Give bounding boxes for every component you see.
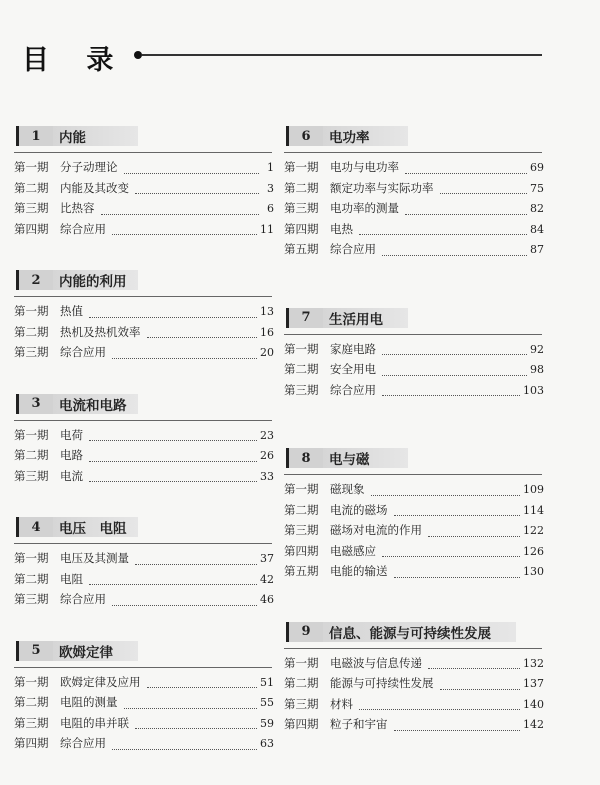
entry-term: 第一期	[284, 482, 319, 496]
chapter-number: 2	[16, 270, 53, 290]
entry-page-number: 23	[260, 428, 274, 442]
chapter-title: 生活用电	[323, 308, 408, 328]
chapter-title: 信息、能源与可持续性发展	[323, 622, 516, 642]
entry-term: 第一期	[284, 160, 319, 174]
dot-leader	[371, 494, 521, 496]
toc-entry[interactable]	[14, 200, 284, 221]
entry-term: 第三期	[284, 382, 319, 397]
entry-page-number: 140	[523, 697, 544, 711]
chapter-section	[284, 622, 554, 737]
dot-leader	[135, 563, 257, 565]
chapter-title: 电流和电路	[53, 394, 138, 414]
entry-name: 电压及其测量	[60, 551, 129, 565]
toc-entry[interactable]	[14, 715, 284, 736]
entry-page-number: 6	[267, 202, 274, 215]
chapter-rule	[14, 543, 272, 544]
dot-leader	[440, 688, 521, 690]
chapter-heading[interactable]	[286, 622, 516, 642]
dot-leader	[89, 316, 257, 318]
entry-term: 第五期	[284, 564, 319, 578]
entry-term: 第二期	[14, 180, 49, 195]
entry-list	[14, 674, 284, 756]
toc-entry[interactable]	[284, 180, 554, 201]
entry-page-number: 55	[260, 696, 274, 709]
entry-name: 电阻的串并联	[60, 715, 129, 730]
page-title: 目 录	[22, 45, 128, 76]
entry-term: 第二期	[14, 695, 49, 709]
chapter-section	[14, 641, 284, 756]
entry-name: 综合应用	[60, 221, 106, 236]
entry-term: 第四期	[14, 736, 49, 750]
entry-name: 额定功率与实际功率	[330, 180, 434, 195]
chapter-rule	[284, 648, 542, 649]
entry-list	[14, 550, 284, 612]
chapter-rule	[14, 296, 272, 297]
dot-leader	[112, 748, 257, 750]
chapter-title: 电功率	[323, 126, 408, 146]
entry-page-number: 130	[523, 565, 544, 578]
entry-page-number: 46	[260, 593, 274, 606]
entry-name: 综合应用	[60, 345, 106, 359]
toc-entry[interactable]	[14, 427, 284, 448]
entry-name: 热机及热机效率	[60, 324, 141, 339]
chapter-heading[interactable]	[16, 126, 138, 146]
chapter-heading[interactable]	[16, 394, 138, 414]
toc-entry[interactable]	[14, 550, 284, 571]
dot-leader	[147, 686, 258, 688]
entry-term: 第四期	[284, 221, 319, 236]
chapter-rule	[14, 152, 272, 153]
entry-term: 第三期	[284, 696, 319, 711]
entry-name: 电荷	[60, 427, 83, 442]
entry-name: 能源与可持续性发展	[330, 676, 434, 690]
toc-entry[interactable]	[14, 324, 284, 345]
entry-page-number: 132	[523, 656, 544, 670]
toc-entry[interactable]	[284, 543, 554, 564]
entry-name: 内能及其改变	[60, 180, 129, 195]
entry-term: 第四期	[14, 221, 49, 236]
dot-leader	[112, 233, 257, 235]
entry-name: 电磁波与信息传递	[330, 655, 422, 670]
entry-name: 材料	[330, 696, 353, 711]
entry-term: 第二期	[284, 180, 319, 195]
entry-term: 第三期	[14, 592, 49, 606]
entry-term: 第一期	[14, 160, 49, 174]
entry-term: 第一期	[284, 655, 319, 670]
entry-term: 第三期	[14, 468, 49, 483]
entry-name: 电功率的测量	[330, 201, 399, 215]
chapter-title: 内能的利用	[53, 270, 138, 290]
toc-entry[interactable]	[284, 522, 554, 543]
chapter-rule	[284, 152, 542, 153]
entry-list	[284, 341, 554, 403]
entry-term: 第二期	[284, 362, 319, 376]
toc-entry[interactable]	[284, 241, 554, 262]
entry-list	[14, 427, 284, 489]
entry-name: 电能的输送	[330, 564, 388, 578]
entry-name: 安全用电	[330, 362, 376, 376]
dot-leader	[89, 460, 257, 462]
entry-page-number: 37	[260, 552, 274, 565]
chapter-rule	[284, 334, 542, 335]
dot-leader	[405, 213, 527, 215]
dot-leader	[382, 394, 520, 396]
entry-page-number: 92	[530, 342, 544, 356]
entry-page-number: 98	[530, 363, 544, 376]
chapter-section	[284, 308, 554, 403]
chapter-number: 7	[286, 308, 323, 328]
entry-term: 第一期	[284, 341, 319, 356]
toc-entry[interactable]	[14, 735, 284, 756]
entry-name: 综合应用	[60, 736, 106, 750]
entry-page-number: 51	[260, 675, 274, 689]
toc-entry[interactable]	[14, 447, 284, 468]
entry-page-number: 69	[530, 161, 544, 174]
entry-list	[14, 159, 284, 241]
dot-leader	[428, 535, 520, 537]
dot-leader	[428, 667, 520, 669]
toc-entry[interactable]	[284, 563, 554, 584]
chapter-title: 欧姆定律	[53, 641, 138, 661]
entry-name: 欧姆定律及应用	[60, 674, 141, 689]
toc-entry[interactable]	[14, 468, 284, 489]
entry-list	[14, 303, 284, 365]
entry-term: 第二期	[284, 502, 319, 517]
dot-leader	[382, 254, 527, 256]
toc-entry[interactable]	[284, 341, 554, 362]
toc-entry[interactable]	[14, 591, 284, 612]
chapter-title: 电与磁	[323, 448, 408, 468]
toc-entry[interactable]	[284, 221, 554, 242]
entry-page-number: 20	[260, 346, 274, 359]
entry-page-number: 142	[523, 718, 544, 731]
entry-name: 热值	[60, 304, 83, 318]
entry-name: 电磁感应	[330, 543, 376, 558]
chapter-number: 1	[16, 126, 53, 146]
entry-name: 综合应用	[60, 592, 106, 606]
entry-page-number: 103	[523, 383, 544, 397]
chapter-heading[interactable]	[16, 641, 138, 661]
dot-leader	[440, 192, 528, 194]
chapter-number: 3	[16, 394, 53, 414]
chapter-number: 9	[286, 622, 323, 642]
entry-term: 第四期	[284, 543, 319, 558]
entry-page-number: 59	[260, 716, 274, 730]
chapter-number: 4	[16, 517, 53, 537]
entry-term: 第二期	[14, 448, 49, 462]
entry-list	[284, 159, 554, 262]
toc-entry[interactable]	[284, 655, 554, 676]
entry-page-number: 109	[523, 483, 544, 496]
dot-leader	[112, 357, 257, 359]
page-header	[22, 38, 542, 74]
toc-entry[interactable]	[284, 361, 554, 382]
toc-entry[interactable]	[14, 571, 284, 592]
toc-entry[interactable]	[14, 674, 284, 695]
toc-entry[interactable]	[284, 716, 554, 737]
toc-entry[interactable]	[284, 200, 554, 221]
entry-name: 电热	[330, 221, 353, 236]
chapter-heading[interactable]	[286, 448, 408, 468]
dot-leader	[359, 233, 527, 235]
entry-page-number: 84	[530, 222, 544, 236]
toc-entry[interactable]	[14, 303, 284, 324]
entry-name: 电阻	[60, 571, 83, 586]
entry-term: 第一期	[14, 674, 49, 689]
entry-term: 第三期	[14, 345, 49, 359]
dot-leader	[382, 374, 527, 376]
entry-term: 第二期	[14, 324, 49, 339]
entry-page-number: 82	[530, 202, 544, 215]
entry-name: 综合应用	[330, 242, 376, 256]
dot-leader	[394, 729, 521, 731]
dot-leader	[112, 604, 257, 606]
entry-term: 第一期	[14, 551, 49, 565]
entry-page-number: 11	[260, 222, 274, 236]
title-dot-ornament	[134, 51, 142, 59]
entry-page-number: 75	[530, 181, 544, 195]
dot-leader	[89, 439, 257, 441]
entry-page-number: 42	[260, 572, 274, 586]
entry-page-number: 87	[530, 243, 544, 256]
chapter-title: 内能	[53, 126, 138, 146]
chapter-rule	[284, 474, 542, 475]
entry-term: 第二期	[14, 571, 49, 586]
entry-name: 比热容	[60, 201, 95, 215]
chapter-section	[14, 394, 284, 489]
toc-entry[interactable]	[284, 382, 554, 403]
chapter-rule	[14, 420, 272, 421]
chapter-heading[interactable]	[286, 308, 408, 328]
toc-entry[interactable]	[14, 180, 284, 201]
entry-name: 电阻的测量	[60, 695, 118, 709]
dot-leader	[382, 353, 527, 355]
entry-page-number: 26	[260, 449, 274, 462]
chapter-number: 8	[286, 448, 323, 468]
entry-term: 第一期	[14, 304, 49, 318]
chapter-section	[284, 126, 554, 262]
dot-leader	[147, 336, 258, 338]
toc-entry[interactable]	[14, 221, 284, 242]
dot-leader	[124, 172, 260, 174]
chapter-heading[interactable]	[16, 270, 138, 290]
entry-page-number: 16	[260, 325, 274, 339]
entry-page-number: 33	[260, 469, 274, 483]
entry-term: 第四期	[284, 717, 319, 731]
entry-term: 第三期	[284, 201, 319, 215]
entry-term: 第一期	[14, 427, 49, 442]
toc-column-right	[284, 126, 554, 767]
chapter-section	[14, 126, 284, 241]
entry-page-number: 114	[523, 503, 544, 517]
chapter-title: 电压 电阻	[53, 517, 138, 537]
toc-entry[interactable]	[284, 696, 554, 717]
entry-name: 电流的磁场	[330, 502, 388, 517]
entry-term: 第三期	[14, 715, 49, 730]
entry-term: 第三期	[284, 523, 319, 537]
dot-leader	[359, 708, 520, 710]
entry-list	[284, 655, 554, 737]
entry-name: 磁场对电流的作用	[330, 523, 422, 537]
entry-page-number: 1	[267, 161, 274, 174]
toc-entry[interactable]	[284, 675, 554, 696]
toc-entry[interactable]	[14, 344, 284, 365]
chapter-heading[interactable]	[16, 517, 138, 537]
dot-leader	[124, 707, 258, 709]
entry-name: 粒子和宇宙	[330, 717, 388, 731]
toc-entry[interactable]	[14, 159, 284, 180]
entry-list	[284, 481, 554, 584]
entry-page-number: 3	[267, 181, 274, 195]
toc-entry[interactable]	[284, 159, 554, 180]
entry-page-number: 122	[523, 524, 544, 537]
dot-leader	[405, 172, 527, 174]
dot-leader	[382, 555, 520, 557]
entry-term: 第三期	[14, 201, 49, 215]
dot-leader	[89, 480, 257, 482]
dot-leader	[89, 583, 257, 585]
entry-page-number: 126	[523, 544, 544, 558]
title-rule	[142, 54, 542, 56]
chapter-rule	[14, 667, 272, 668]
dot-leader	[394, 576, 521, 578]
entry-name: 电功与电功率	[330, 160, 399, 174]
toc-entry[interactable]	[284, 481, 554, 502]
toc-column-left	[14, 126, 284, 785]
entry-name: 综合应用	[330, 382, 376, 397]
entry-page-number: 63	[260, 737, 274, 750]
chapter-number: 5	[16, 641, 53, 661]
chapter-section	[14, 517, 284, 612]
chapter-section	[14, 270, 284, 365]
dot-leader	[135, 192, 259, 194]
chapter-number: 6	[286, 126, 323, 146]
chapter-section	[284, 448, 554, 584]
entry-term: 第二期	[284, 676, 319, 690]
dot-leader	[101, 213, 260, 215]
entry-name: 电路	[60, 448, 83, 462]
entry-page-number: 13	[260, 305, 274, 318]
entry-term: 第五期	[284, 242, 319, 256]
entry-name: 磁现象	[330, 482, 365, 496]
entry-name: 分子动理论	[60, 160, 118, 174]
toc-entry[interactable]	[284, 502, 554, 523]
dot-leader	[135, 727, 257, 729]
dot-leader	[394, 514, 521, 516]
chapter-heading[interactable]	[286, 126, 408, 146]
toc-entry[interactable]	[14, 694, 284, 715]
entry-name: 家庭电路	[330, 341, 376, 356]
entry-page-number: 137	[523, 677, 544, 690]
entry-name: 电流	[60, 468, 83, 483]
